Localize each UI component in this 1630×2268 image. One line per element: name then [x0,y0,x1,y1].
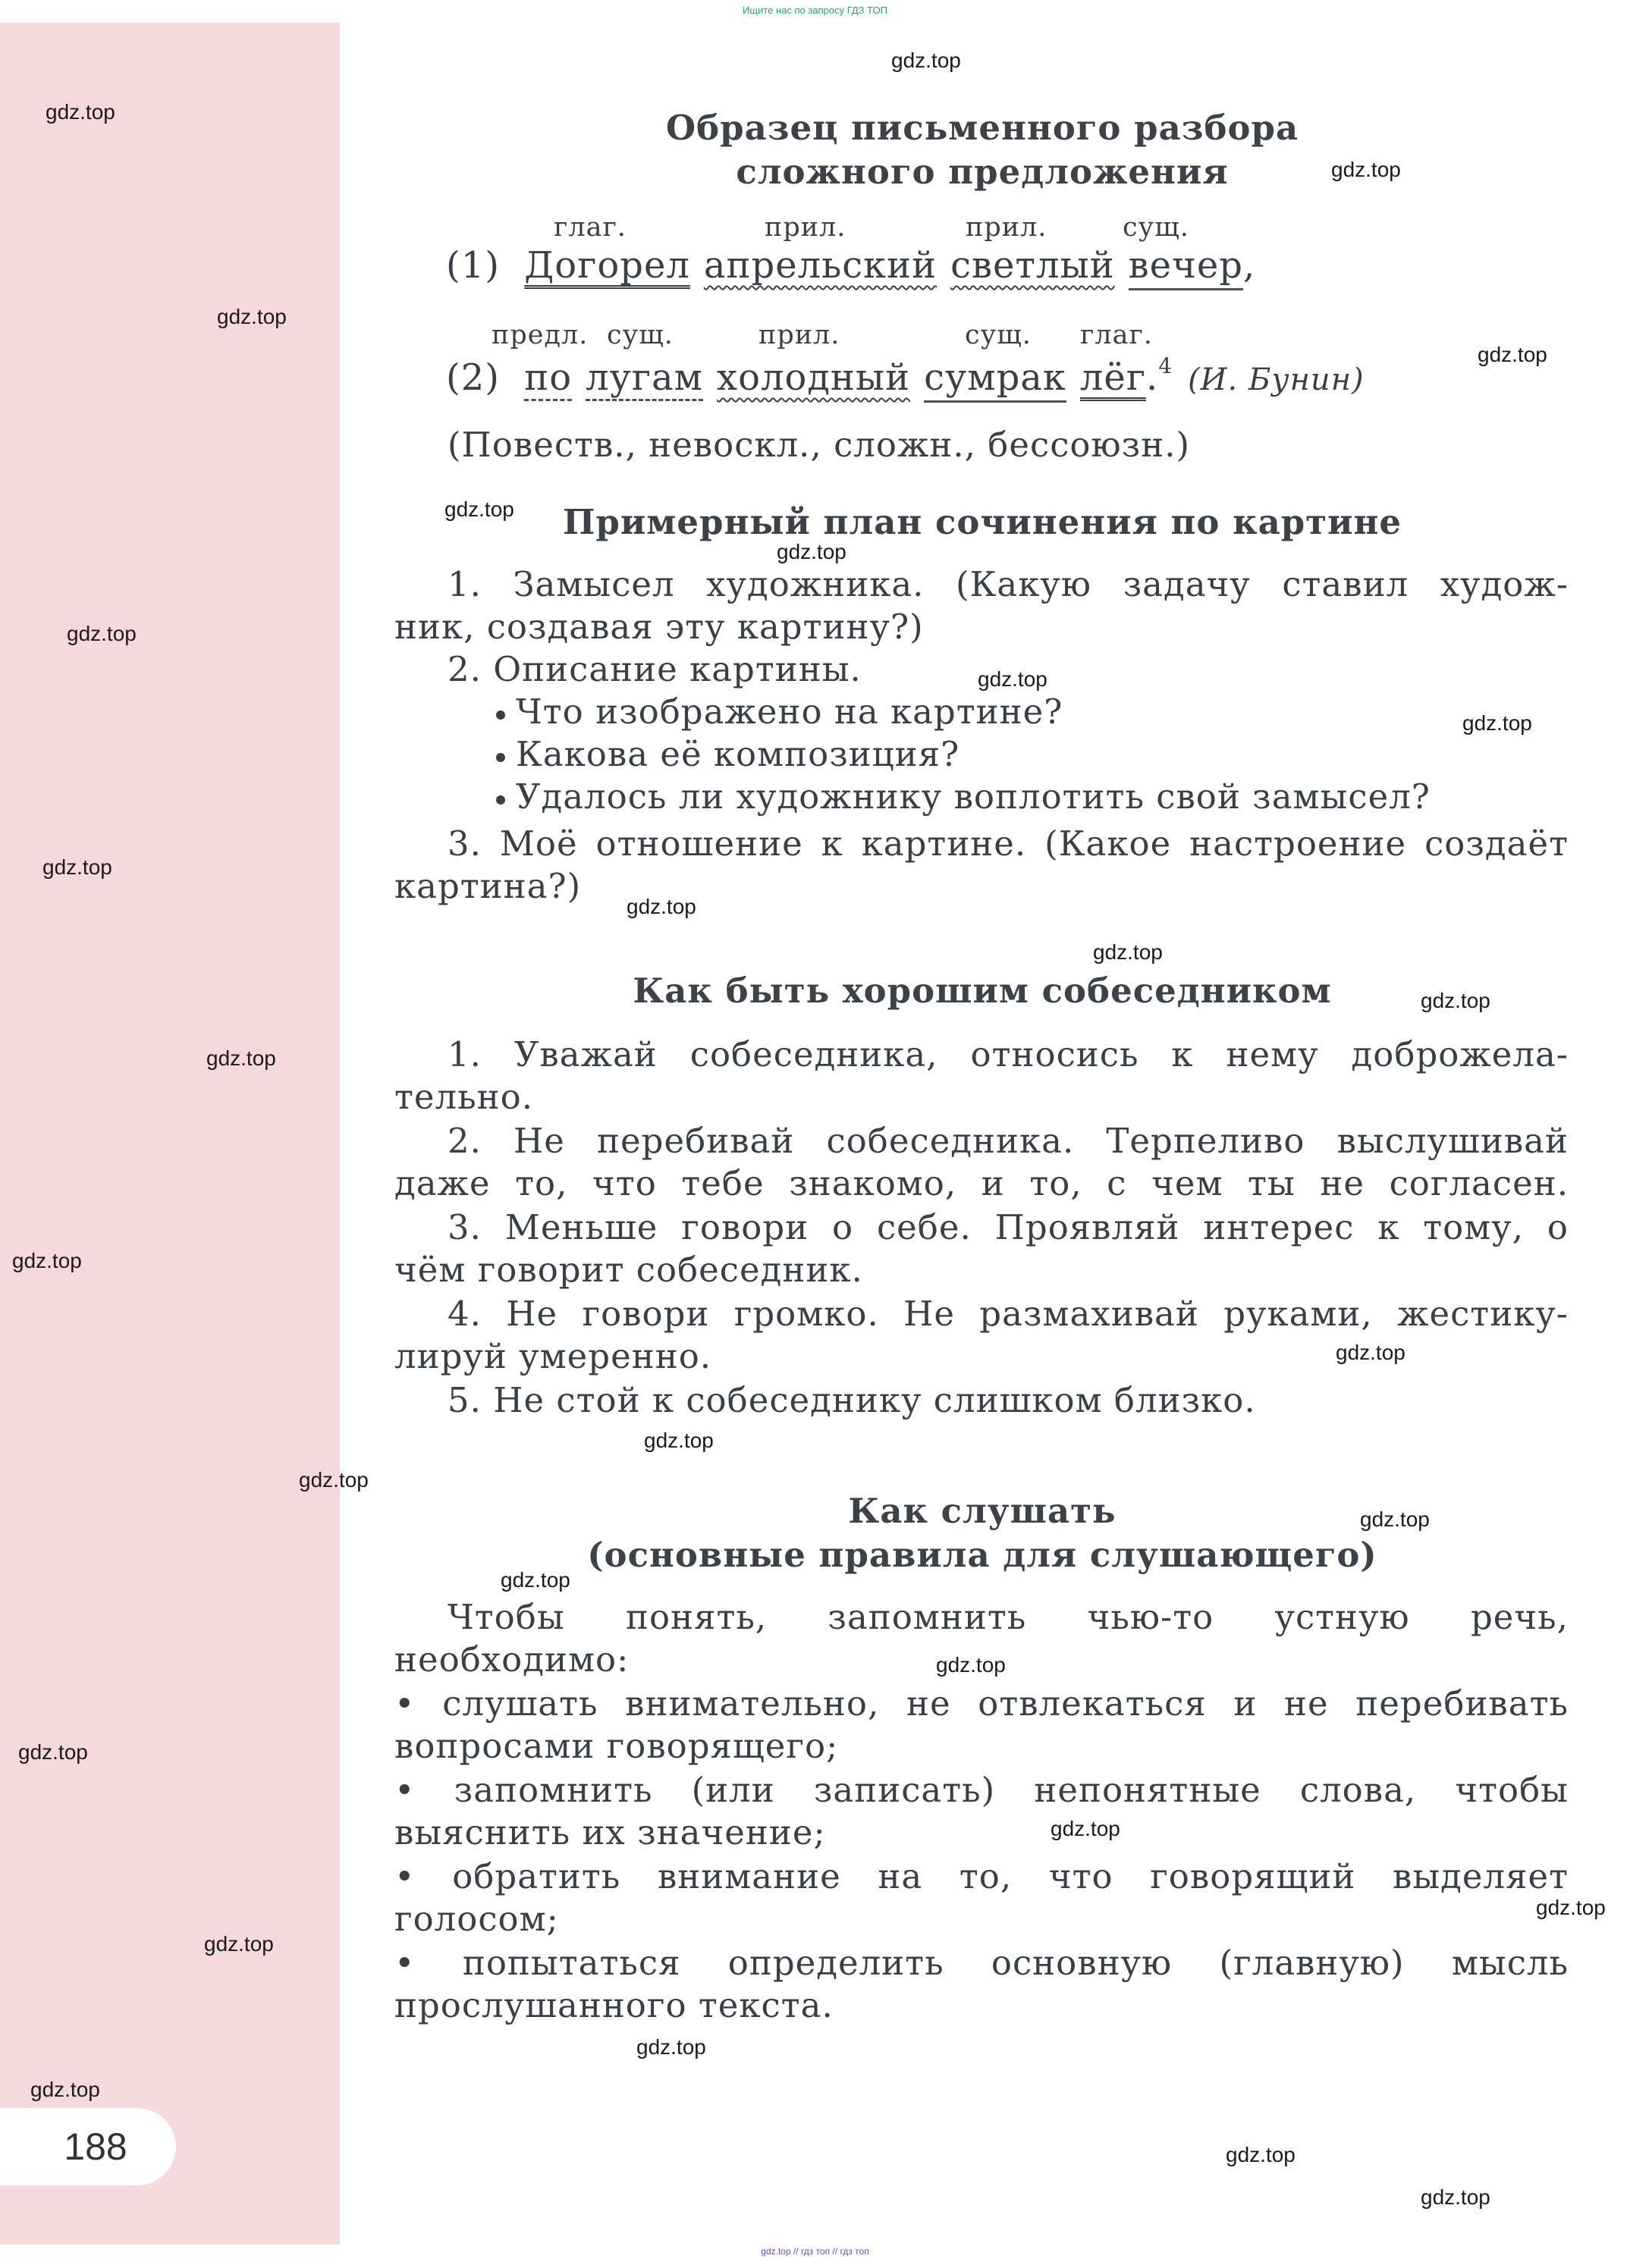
clause-number: (1) [446,244,500,287]
predicate-word: лёг [1079,356,1146,399]
attribute-word: апрельский [703,244,937,287]
plan-subitem: Что изображено на картине? [496,692,1569,732]
plan-line: картина?) [394,866,582,906]
predicate-word: Догорел [524,244,690,287]
section4-title-line1: Как слушать [848,1491,1117,1531]
author-attribution: (И. Бунин) [1188,362,1365,397]
page-number-badge [0,2108,176,2185]
section3-title: Как быть хорошим собеседником [633,971,1332,1011]
margin-band [0,23,340,2244]
rule-line: даже то, что тебе знакомо, и то, с чем ты не согласен. [394,1163,1569,1203]
plan-line: ник, создавая эту картину?) [394,607,924,647]
watermark: gdz.top [299,1468,369,1492]
pos-tag: глаг. [554,212,627,243]
subject-word: сумрак [924,356,1066,403]
attribute-word: светлый [950,244,1115,287]
watermark: gdz.top [1051,1817,1120,1840]
adverbial-word: по [524,356,572,401]
bullet-icon [496,795,505,805]
rule-line: лируй умеренно. [394,1336,712,1376]
pos-tag: прил. [966,212,1047,243]
watermark: gdz.top [1360,1507,1430,1531]
watermark: gdz.top [636,2035,706,2059]
listening-line: • обратить внимание на то, что говорящий выделяет [394,1856,1569,1896]
adverbial-word: лугам [586,356,703,401]
watermark: gdz.top [1226,2143,1296,2166]
watermark: gdz.top [1462,711,1532,735]
bullet-icon [496,711,505,720]
watermark: gdz.top [978,667,1047,691]
pos-tag: предл. [492,320,589,350]
section1-title-line1: Образец письменного разбора [665,108,1299,148]
section1-title-line2: сложного предложения [736,152,1229,192]
watermark: gdz.top [1421,2185,1490,2209]
listening-line: выяснить их значение; [394,1812,826,1852]
listening-line: вопросами говорящего; [394,1726,839,1766]
watermark: gdz.top [501,1568,570,1592]
watermark: gdz.top [627,895,696,918]
bottom-banner: gdz.top // гдз топ // гдз топ [761,2246,869,2257]
listening-line: прослушанного текста. [394,1985,834,2025]
watermark: gdz.top [1536,1896,1606,1919]
pos-tag: сущ. [607,320,674,350]
watermark: gdz.top [12,1249,82,1272]
attribute-word: холодный [717,356,911,399]
pos-tag: прил. [758,320,840,350]
watermark: gdz.top [42,855,112,879]
rule-line: тельно. [394,1077,534,1117]
listening-line: Чтобы понять, запомнить чью-то устную речь, [448,1597,1569,1637]
watermark: gdz.top [1331,158,1401,181]
listening-line: необходимо: [394,1639,630,1680]
plan-line: 3. Моё отношение к картине. (Какое настроение создаёт [448,823,1569,864]
watermark: gdz.top [46,100,115,124]
pos-tag: глаг. [1080,320,1153,350]
clause-number: (2) [446,356,500,399]
pos-tag: сущ. [1123,212,1189,243]
listening-line: голосом; [394,1899,559,1939]
rule-line: чём говорит собеседник. [394,1250,863,1290]
rule-line: 4. Не говори громко. Не размахивай руками, жестику- [448,1294,1569,1334]
subject-word: вечер [1129,244,1243,290]
watermark: gdz.top [30,2078,100,2101]
rule-line: 5. Не стой к собеседнику слишком близко. [448,1380,1256,1420]
watermark: gdz.top [444,497,514,521]
footnote-mark: 4 [1158,353,1173,378]
row-tail: , [1242,244,1256,287]
watermark: gdz.top [206,1046,276,1070]
watermark: gdz.top [67,622,137,645]
page-number: 188 [64,2125,127,2168]
plan-line: 2. Описание картины. [448,649,862,689]
watermark: gdz.top [936,1653,1006,1677]
sentence-row-1 [446,244,1255,290]
watermark: gdz.top [891,49,961,72]
watermark: gdz.top [777,540,846,563]
listening-line: • попытаться определить основную (главную) мысль [394,1943,1569,1983]
rule-line: 1. Уважай собеседника, относись к нему доброжела- [448,1034,1569,1074]
sentence-summary: (Повеств., невоскл., сложн., бессоюзн.) [448,425,1191,465]
watermark: gdz.top [1093,940,1163,964]
watermark: gdz.top [204,1932,274,1956]
top-banner: Ищите нас по запросу ГДЗ ТОП [743,5,887,16]
section4-title-line2: (основные правила для слушающего) [587,1535,1377,1575]
plan-subitem: Удалось ли художнику воплотить свой замысел? [496,776,1569,817]
watermark: gdz.top [1478,343,1547,366]
rule-line: 3. Меньше говори о себе. Проявляй интерес к тому, о [448,1207,1569,1247]
plan-line: 1. Замысел художника. (Какую задачу ставил худож- [448,564,1569,604]
plan-subitem: Какова её композиция? [496,734,1569,774]
watermark: gdz.top [1421,989,1490,1012]
section2-title: Примерный план сочинения по картине [562,502,1402,542]
row-tail: . [1145,356,1159,399]
listening-line: • слушать внимательно, не отвлекаться и не перебивать [394,1683,1569,1724]
watermark: gdz.top [1336,1341,1405,1364]
listening-line: • запомнить (или записать) непонятные слова, чтобы [394,1770,1569,1810]
watermark: gdz.top [217,305,287,328]
sentence-row-2 [446,353,1365,403]
watermark: gdz.top [18,1740,88,1764]
rule-line: 2. Не перебивай собеседника. Терпеливо выслушивай [448,1121,1569,1161]
bullet-icon [496,753,505,762]
pos-tag: прил. [765,212,846,243]
pos-tag: сущ. [965,320,1032,350]
watermark: gdz.top [644,1429,714,1452]
